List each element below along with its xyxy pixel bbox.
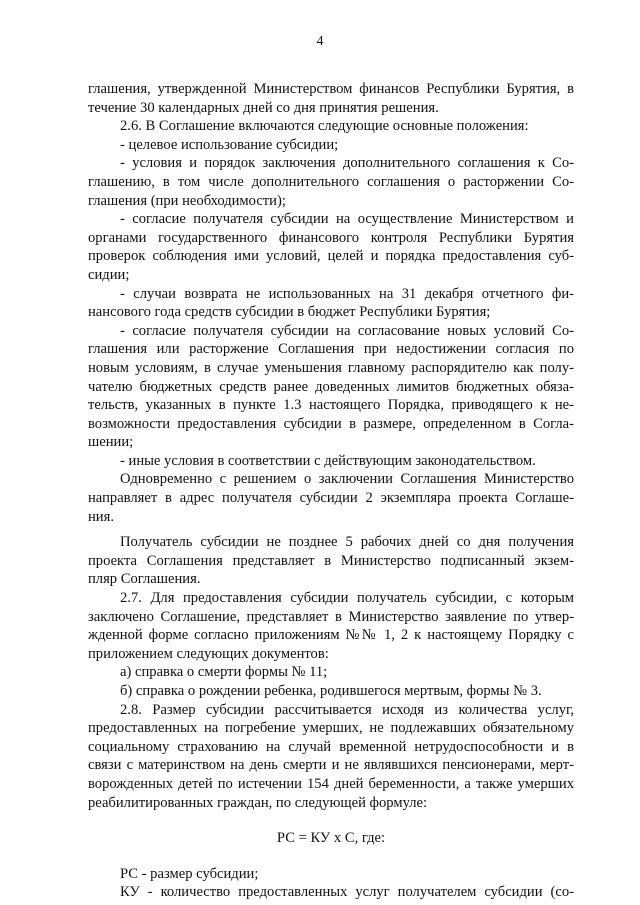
section-heading-2-8: 2.8. Размер субсидии рассчитывается исходя из количества услуг, xyxy=(120,701,574,718)
text-line: глашения или расторжение Соглашения при недостижении согласия по xyxy=(88,341,574,358)
text-line: шении; xyxy=(88,434,134,451)
text-line: глашения, утвержденной Министерством финансов Республики Бурятия, в xyxy=(88,81,574,97)
section-heading-2-7: 2.7. Для предоставления субсидии получатель субсидии, с которым xyxy=(120,590,574,607)
formula: РС = КУ х С, где: xyxy=(276,830,386,847)
text-line: проекта Соглашения представляет в Министерство подписанный экзем- xyxy=(88,552,574,569)
list-item: - условия и порядок заключения дополнительного соглашения к Со- xyxy=(120,155,574,172)
definition-line: РС - размер субсидии; xyxy=(120,865,259,882)
list-item: - согласие получателя субсидии на осуществление Министерством и xyxy=(120,211,574,228)
text-line: сидии; xyxy=(88,266,130,283)
list-item: а) справка о смерти формы № 11; xyxy=(120,664,328,681)
list-item: - согласие получателя субсидии на согласование новых условий Со- xyxy=(120,322,574,339)
text-line: предоставленных на погребение умерших, не подлежавших обязательному xyxy=(88,720,574,737)
document-body xyxy=(88,80,574,902)
list-item: - иные условия в соответствии с действующим законодательством. xyxy=(120,452,536,469)
text-line: проверок соблюдения ими условий, целей и порядка предоставления суб- xyxy=(88,248,574,265)
text-line: новым условиям, в случае уменьшения главному распорядителю как полу- xyxy=(88,359,574,376)
text-line: возможности предоставления субсидии в размере, определенном в Согла- xyxy=(88,415,574,432)
section-heading-2-6: 2.6. В Соглашение включаются следующие основные положения: xyxy=(120,118,529,135)
text-line: глашения (при необходимости); xyxy=(88,192,286,209)
text-line: социальному страхованию на случай временной нетрудоспособности и в xyxy=(88,738,574,755)
text-line: тельств, указанных в пункте 1.3 настоящего Порядка, приводящего к не- xyxy=(88,397,574,414)
text-line: глашению, в том числе дополнительного соглашения о расторжении Со- xyxy=(88,173,574,190)
text-line: приложением следующих документов: xyxy=(88,645,329,662)
text-line: пляр Соглашения. xyxy=(88,571,201,588)
text-line: чателю бюджетных средств ранее доведенных лимитов бюджетных обяза- xyxy=(88,378,574,395)
list-item: б) справка о рождении ребенка, родившегося мертвым, формы № 3. xyxy=(120,683,542,699)
list-item: - целевое использование субсидии; xyxy=(120,136,339,153)
paragraph-gap xyxy=(88,526,574,533)
text-line: жденной форме согласно приложениям №№ 1, 2 к настоящему Порядку с xyxy=(88,627,574,644)
text-line: ния. xyxy=(88,508,114,525)
paragraph-line: Получатель субсидии не позднее 5 рабочих дней со дня получения xyxy=(120,534,574,551)
text-line: реабилитированных граждан, по следующей формуле: xyxy=(88,794,428,811)
definition-line: КУ - количество предоставленных услуг получателем субсидии (со- xyxy=(120,884,574,901)
text-line: заключено Соглашение, представляет в Министерство заявление по утвер- xyxy=(88,608,574,625)
text-line: течение 30 календарных дней со дня принятия решения. xyxy=(88,99,439,116)
text-line: органами государственного финансового контроля Республики Бурятия xyxy=(88,229,574,246)
text-line: связи с материнством на день смерти и не являвшихся пенсионерами, мерт- xyxy=(88,757,574,774)
text-line: нансового года средств субсидии в бюджет Республики Бурятия; xyxy=(88,304,491,321)
page-number: 4 xyxy=(316,34,324,49)
text-line: ворожденных детей по истечении 154 дней беременности, а также умерших xyxy=(88,775,574,792)
paragraph-line: Одновременно с решением о заключении Соглашения Министерство xyxy=(120,471,574,488)
list-item: - случаи возврата не использованных на 31 декабря отчетного фи- xyxy=(120,285,574,302)
text-line: направляет в адрес получателя субсидии 2 экземпляра проекта Соглаше- xyxy=(88,490,574,507)
